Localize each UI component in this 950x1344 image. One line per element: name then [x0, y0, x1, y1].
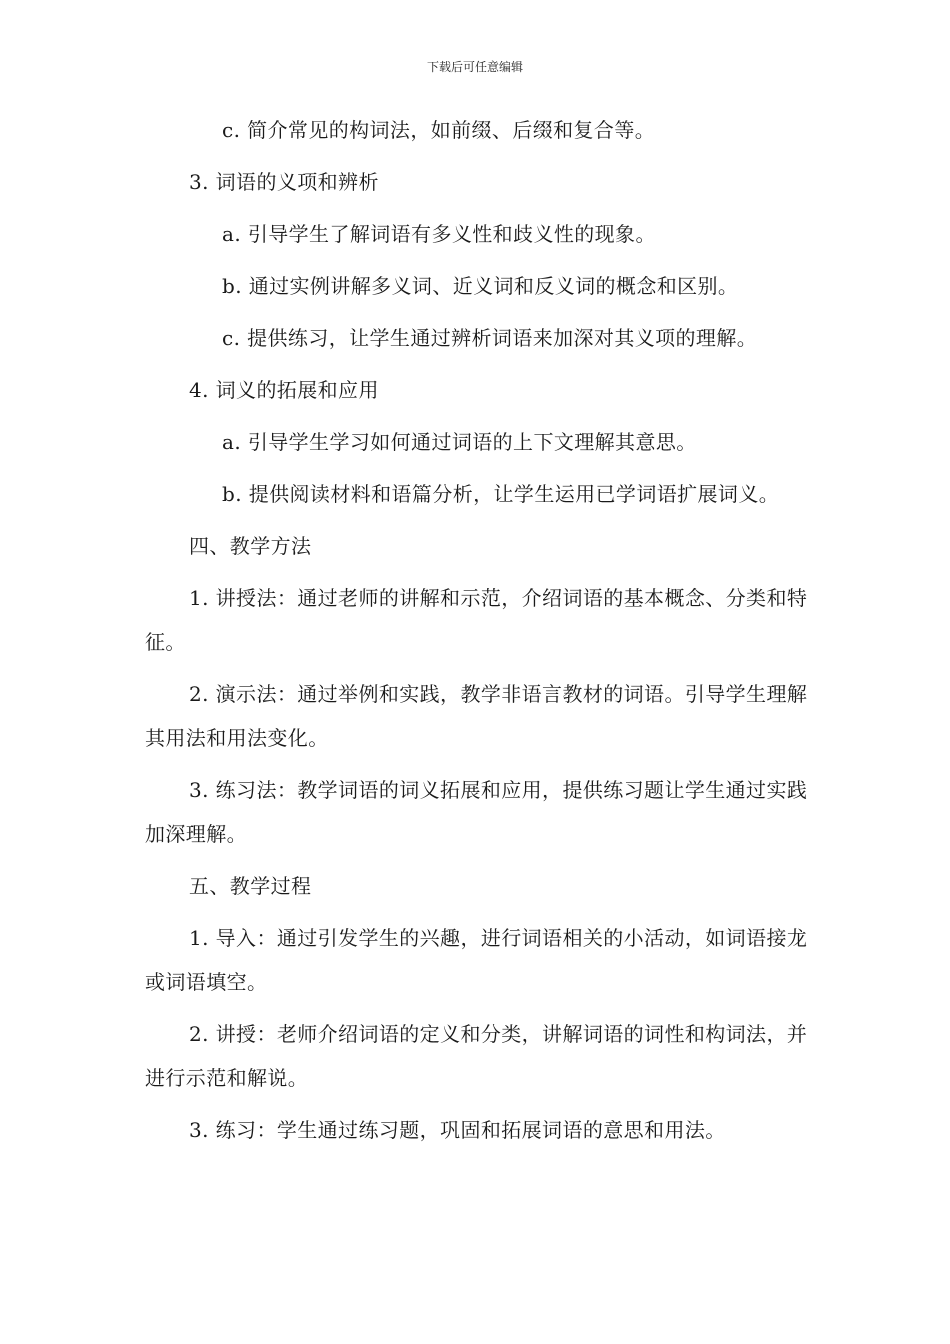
paragraph: 1. 讲授法：通过老师的讲解和示范，介绍词语的基本概念、分类和特征。: [145, 586, 808, 654]
section-heading: 五、教学过程: [189, 874, 312, 898]
paragraph: a. 引导学生学习如何通过词语的上下文理解其意思。: [222, 430, 697, 454]
paragraph: 2. 讲授：老师介绍词语的定义和分类，讲解词语的词性和构词法，并进行示范和解说。: [145, 1022, 808, 1090]
paragraph: b. 通过实例讲解多义词、近义词和反义词的概念和区别。: [222, 274, 739, 298]
section-heading: 四、教学方法: [189, 534, 312, 558]
paragraph: c. 提供练习，让学生通过辨析词语来加深对其义项的理解。: [222, 326, 758, 350]
paragraph: c. 简介常见的构词法，如前缀、后缀和复合等。: [222, 118, 656, 142]
paragraph: 4. 词义的拓展和应用: [189, 378, 379, 402]
paragraph: 3. 练习：学生通过练习题，巩固和拓展词语的意思和用法。: [189, 1118, 726, 1142]
paragraph: 3. 练习法：教学词语的词义拓展和应用，提供练习题让学生通过实践加深理解。: [145, 778, 808, 846]
paragraph: a. 引导学生了解词语有多义性和歧义性的现象。: [222, 222, 656, 246]
document-body: [145, 108, 810, 1160]
paragraph: b. 提供阅读材料和语篇分析，让学生运用已学词语扩展词义。: [222, 482, 780, 506]
paragraph: 1. 导入：通过引发学生的兴趣，进行词语相关的小活动，如词语接龙或词语填空。: [145, 926, 808, 994]
page-header: 下载后可任意编辑: [426, 60, 523, 74]
paragraph: 3. 词语的义项和辨析: [189, 170, 379, 194]
paragraph: 2. 演示法：通过举例和实践，教学非语言教材的词语。引导学生理解其用法和用法变化。: [145, 682, 808, 750]
